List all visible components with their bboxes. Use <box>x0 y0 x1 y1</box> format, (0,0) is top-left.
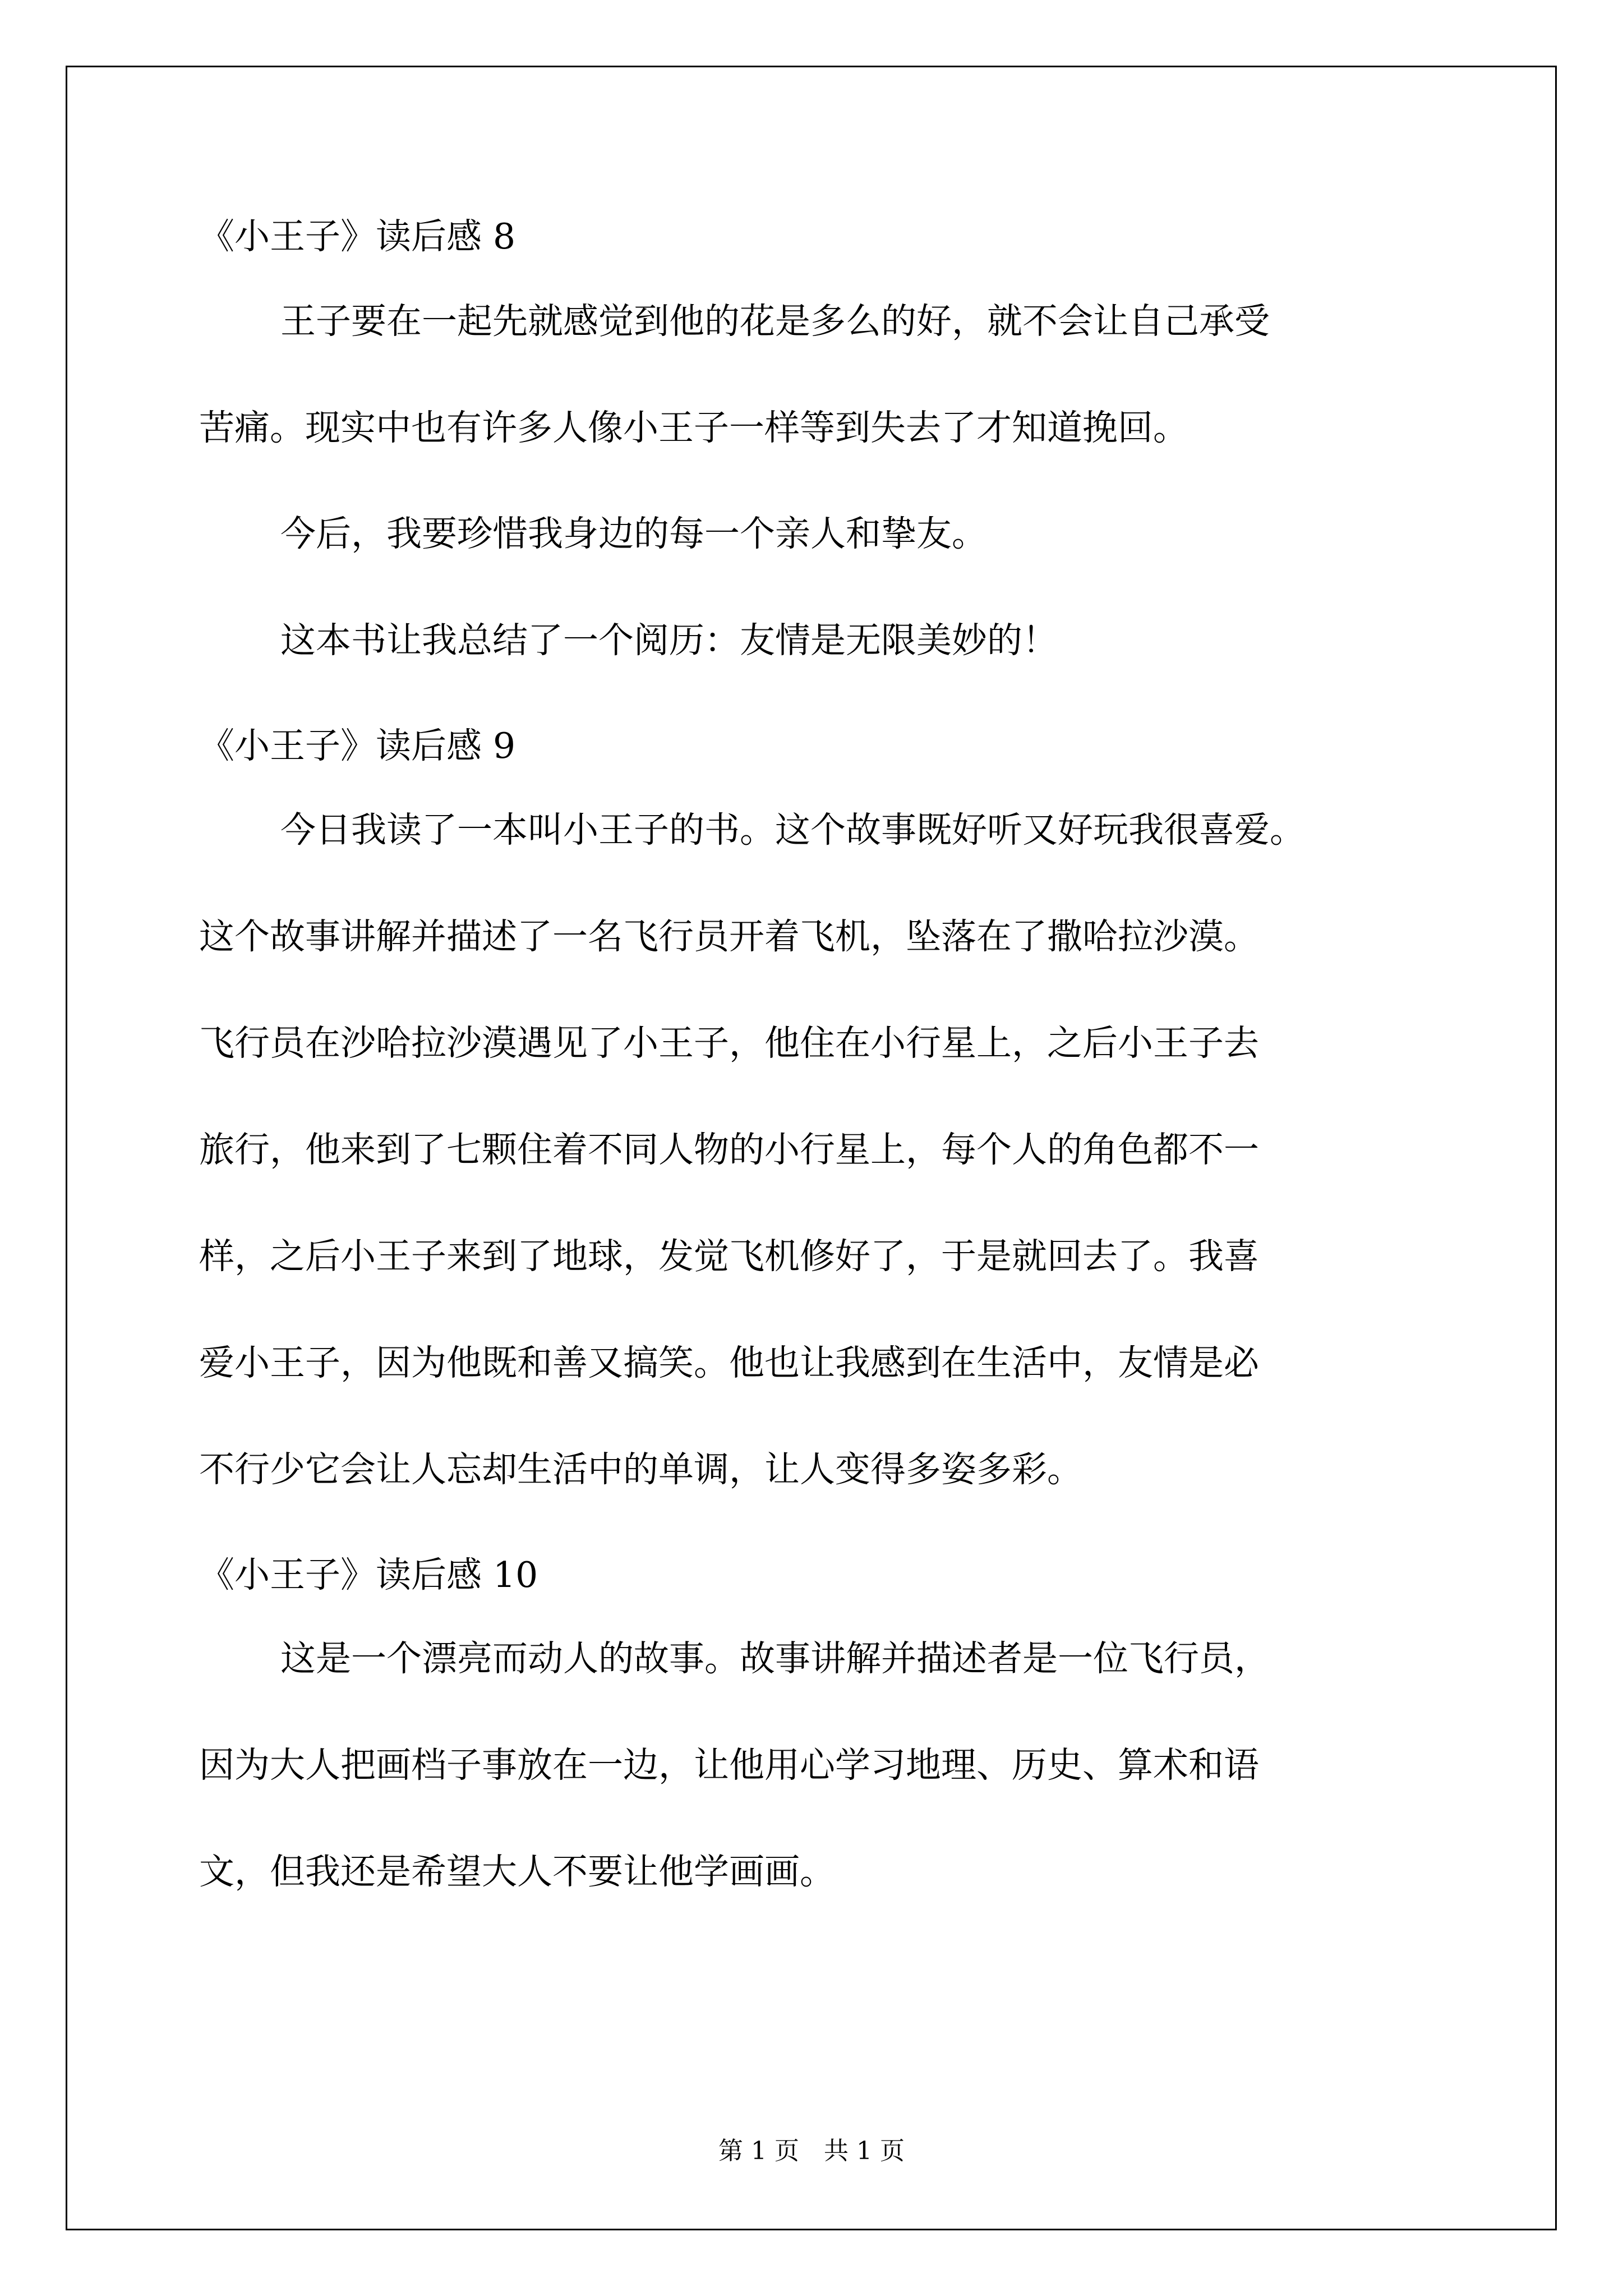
section-heading: 《小王子》读后感 10 <box>199 1554 538 1595</box>
paragraph-line: 样，之后小王子来到了地球，发觉飞机修好了，于是就回去了。我喜 <box>199 1236 1259 1277</box>
paragraph-line: 今后，我要珍惜我身边的每一个亲人和挚友。 <box>280 513 987 554</box>
paragraph-line: 不行少它会让人忘却生活中的单调，让人变得多姿多彩。 <box>199 1449 1082 1490</box>
paragraph-line: 这是一个漂亮而动人的故事。故事讲解并描述者是一位飞行员， <box>280 1638 1270 1679</box>
paragraph-line: 这个故事讲解并描述了一名飞行员开着飞机，坠落在了撒哈拉沙漠。 <box>199 916 1259 957</box>
paragraph-line: 因为大人把画档子事放在一边，让他用心学习地理、历史、算术和语 <box>199 1745 1259 1786</box>
page-footer: 第 1 页 共 1 页 <box>718 2137 905 2165</box>
paragraph-line: 飞行员在沙哈拉沙漠遇见了小王子，他住在小行星上，之后小王子去 <box>199 1023 1259 1064</box>
paragraph-line: 苦痛。现实中也有许多人像小王子一样等到失去了才知道挽回。 <box>199 407 1188 448</box>
paragraph-line: 今日我读了一本叫小王子的书。这个故事既好听又好玩我很喜爱。 <box>280 809 1305 850</box>
paragraph-line: 文，但我还是希望大人不要让他学画画。 <box>199 1851 835 1892</box>
paragraph-line: 爱小王子，因为他既和善又搞笑。他也让我感到在生活中，友情是必 <box>199 1342 1259 1383</box>
paragraph-line: 这本书让我总结了一个阅历：友情是无限美妙的！ <box>280 620 1058 661</box>
paragraph-line: 王子要在一起先就感觉到他的花是多么的好，就不会让自己承受 <box>280 301 1270 342</box>
paragraph-line: 旅行，他来到了七颗住着不同人物的小行星上，每个人的角色都不一 <box>199 1129 1259 1170</box>
section-heading: 《小王子》读后感 9 <box>199 725 516 766</box>
section-heading: 《小王子》读后感 8 <box>199 216 516 257</box>
